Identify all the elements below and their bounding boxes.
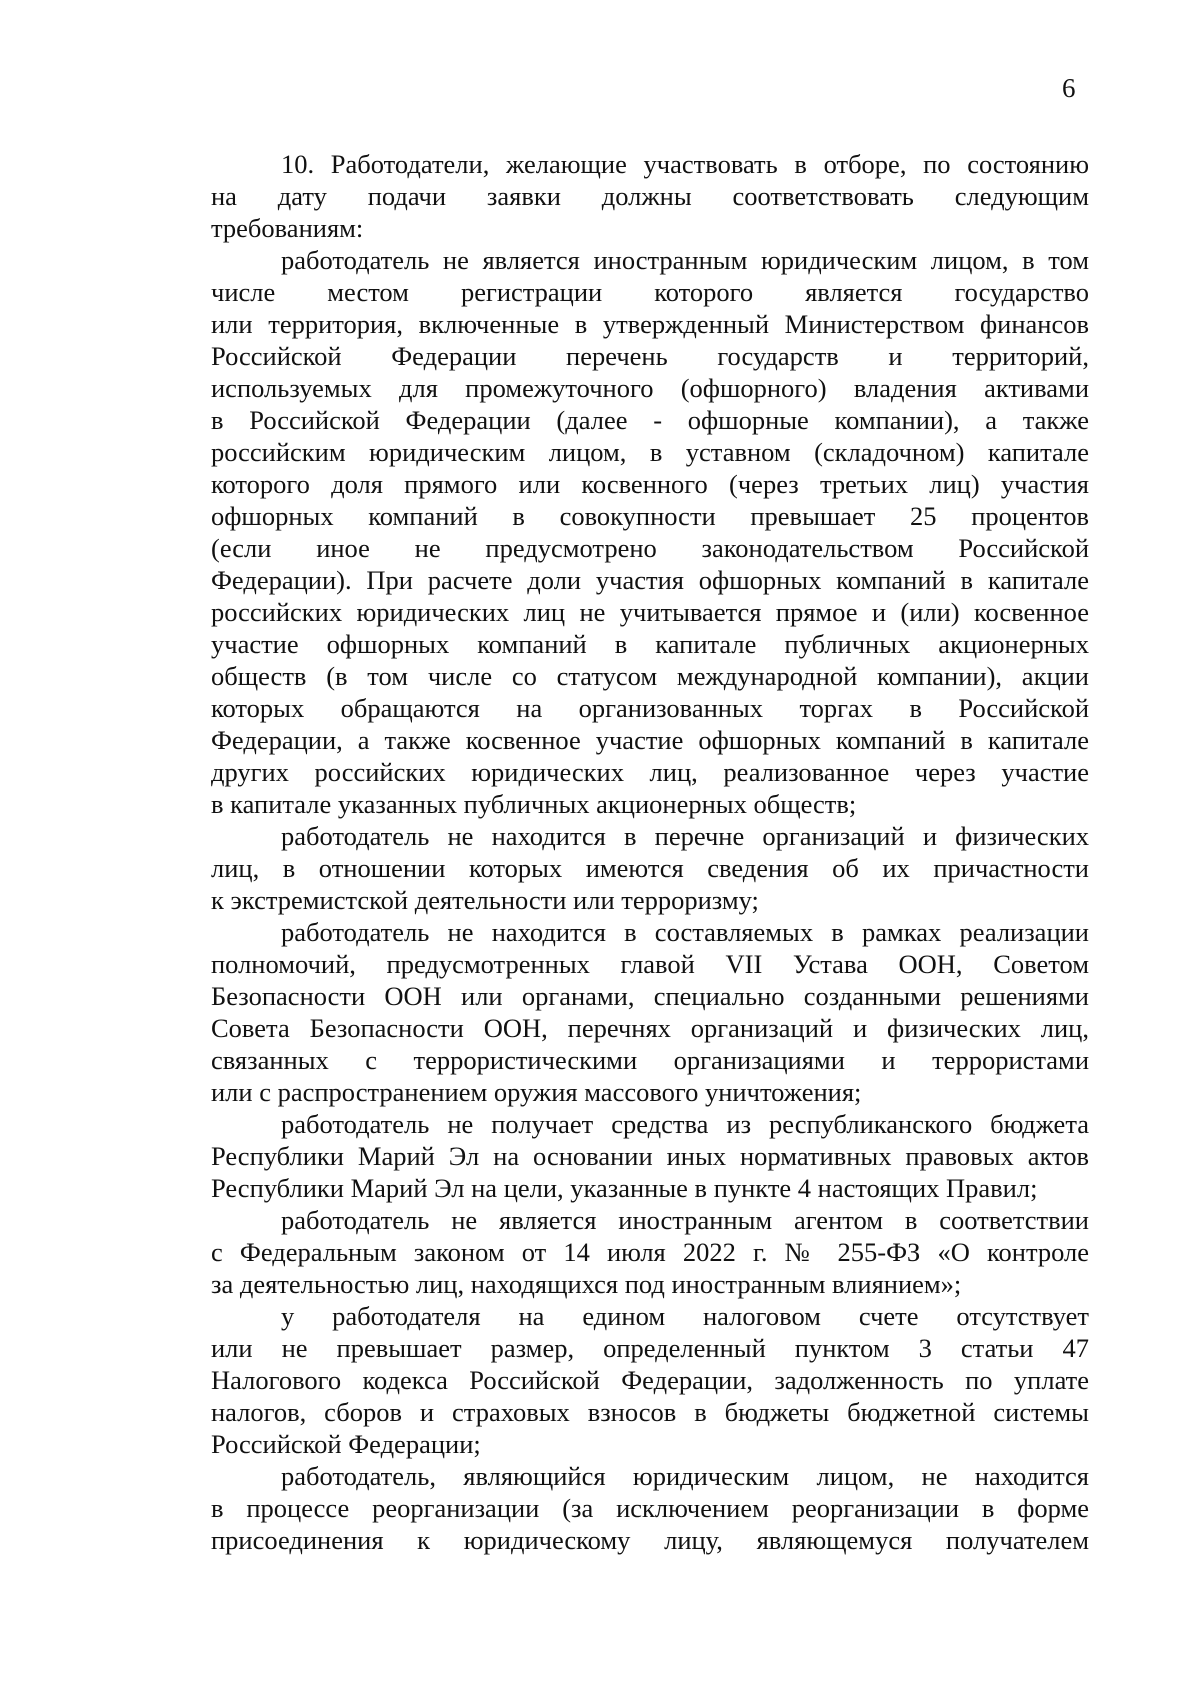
text-line: полномочий, предусмотренных главой VII Устава ООН, Советом bbox=[211, 949, 1089, 979]
text-line: Федерации). При расчете доли участия офшорных компаний в капитале bbox=[211, 565, 1089, 595]
paragraph bbox=[211, 916, 1089, 1108]
text-line: Республики Марий Эл на цели, указанные в пункте 4 настоящих Правил; bbox=[211, 1173, 1038, 1203]
paragraph bbox=[211, 244, 1089, 820]
document-body bbox=[211, 148, 1089, 1556]
text-line: работодатель не является иностранным агентом в соответствии bbox=[281, 1205, 1089, 1235]
text-line: связанных с террористическими организациями и террористами bbox=[211, 1045, 1089, 1075]
text-line: требованиям: bbox=[211, 213, 364, 243]
paragraph bbox=[211, 820, 1089, 916]
text-line: лиц, в отношении которых имеются сведения об их причастности bbox=[211, 853, 1089, 883]
paragraph bbox=[211, 1204, 1089, 1300]
text-line: 10. Работодатели, желающие участвовать в отборе, по состоянию bbox=[281, 149, 1089, 179]
text-line: российским юридическим лицом, в уставном (складочном) капитале bbox=[211, 437, 1089, 467]
text-line: которых обращаются на организованных торгах в Российской bbox=[211, 693, 1089, 723]
text-line: Республики Марий Эл на основании иных нормативных правовых актов bbox=[211, 1141, 1089, 1171]
text-line: Федерации, а также косвенное участие офшорных компаний в капитале bbox=[211, 725, 1089, 755]
text-line: (если иное не предусмотрено законодательством Российской bbox=[211, 533, 1089, 563]
paragraph bbox=[211, 1300, 1089, 1460]
text-line: Налогового кодекса Российской Федерации, задолженность по уплате bbox=[211, 1365, 1089, 1395]
text-line: используемых для промежуточного (офшорного) владения активами bbox=[211, 373, 1089, 403]
text-line: в процессе реорганизации (за исключением реорганизации в форме bbox=[211, 1493, 1089, 1523]
paragraph bbox=[211, 148, 1089, 244]
text-line: офшорных компаний в совокупности превышает 25 процентов bbox=[211, 501, 1089, 531]
text-line: участие офшорных компаний в капитале публичных акционерных bbox=[211, 629, 1089, 659]
text-line: у работодателя на едином налоговом счете отсутствует bbox=[281, 1301, 1089, 1331]
text-line: с Федеральным законом от 14 июля 2022 г. № 255-ФЗ «О контроле bbox=[211, 1237, 1089, 1267]
text-line: российских юридических лиц не учитывается прямое и (или) косвенное bbox=[211, 597, 1089, 627]
text-line: налогов, сборов и страховых взносов в бюджеты бюджетной системы bbox=[211, 1397, 1089, 1427]
text-line: других российских юридических лиц, реализованное через участие bbox=[211, 757, 1089, 787]
paragraph bbox=[211, 1108, 1089, 1204]
text-line: в капитале указанных публичных акционерных обществ; bbox=[211, 789, 857, 819]
text-line: в Российской Федерации (далее - офшорные компании), а также bbox=[211, 405, 1089, 435]
page-number: 6 bbox=[1062, 73, 1076, 103]
text-line: присоединения к юридическому лицу, являющемуся получателем bbox=[211, 1525, 1089, 1555]
text-line: числе местом регистрации которого является государство bbox=[211, 277, 1089, 307]
text-line: Совета Безопасности ООН, перечнях организаций и физических лиц, bbox=[211, 1013, 1089, 1043]
text-line: или с распространением оружия массового уничтожения; bbox=[211, 1077, 862, 1107]
text-line: за деятельностью лиц, находящихся под иностранным влиянием»; bbox=[211, 1269, 962, 1299]
text-line: Безопасности ООН или органами, специально созданными решениями bbox=[211, 981, 1089, 1011]
text-line: работодатель не является иностранным юридическим лицом, в том bbox=[281, 245, 1089, 275]
text-line: работодатель не получает средства из республиканского бюджета bbox=[281, 1109, 1089, 1139]
text-line: к экстремистской деятельности или терроризму; bbox=[211, 885, 759, 915]
paragraph bbox=[211, 1460, 1089, 1556]
text-line: работодатель не находится в перечне организаций и физических bbox=[281, 821, 1089, 851]
text-line: на дату подачи заявки должны соответствовать следующим bbox=[211, 181, 1089, 211]
text-line: Российской Федерации; bbox=[211, 1429, 481, 1459]
text-line: работодатель, являющийся юридическим лицом, не находится bbox=[281, 1461, 1089, 1491]
text-line: которого доля прямого или косвенного (через третьих лиц) участия bbox=[211, 469, 1089, 499]
text-line: обществ (в том числе со статусом международной компании), акции bbox=[211, 661, 1089, 691]
text-line: или не превышает размер, определенный пунктом 3 статьи 47 bbox=[211, 1333, 1089, 1363]
text-line: Российской Федерации перечень государств и территорий, bbox=[211, 341, 1089, 371]
text-line: работодатель не находится в составляемых в рамках реализации bbox=[281, 917, 1089, 947]
text-line: или территория, включенные в утвержденный Министерством финансов bbox=[211, 309, 1089, 339]
